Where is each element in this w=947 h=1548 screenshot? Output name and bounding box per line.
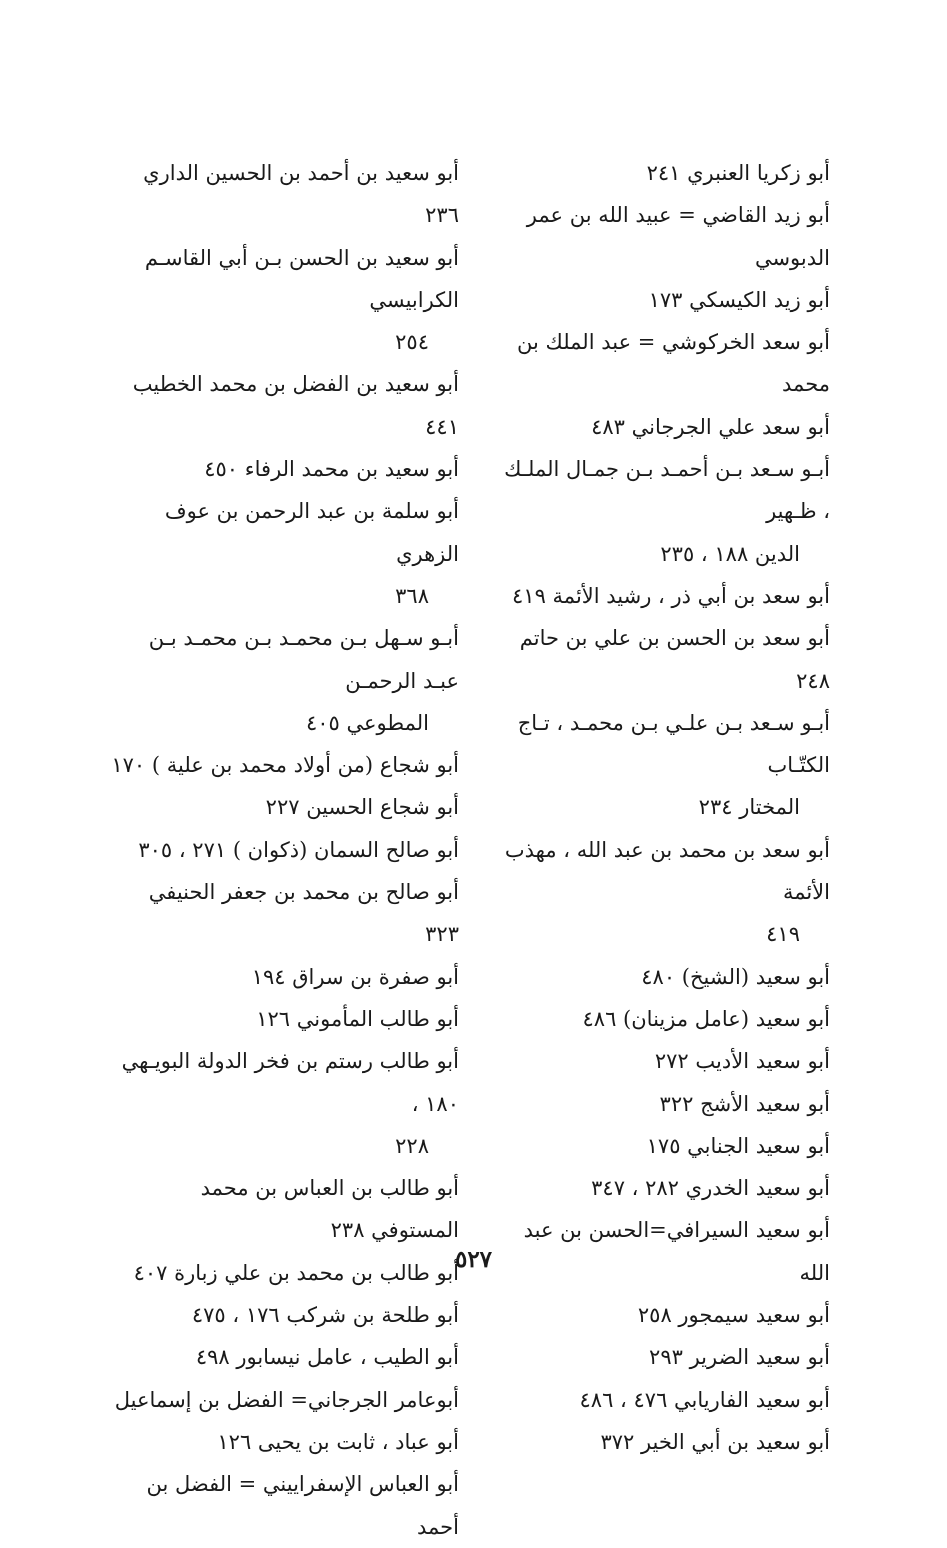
index-entry-text: أبو زكريا العنبري ٢٤١ bbox=[646, 161, 830, 185]
index-entry-text: أبو سعيد السيرافي=الحسن بن عبد الله bbox=[523, 1218, 830, 1285]
index-entry-text: أبو الطيب ، عامل نيسابور ٤٩٨ bbox=[195, 1345, 459, 1370]
index-entry-text: أبو سعيد (عامل مزينان) ٤٨٦ bbox=[582, 1006, 830, 1031]
index-entry bbox=[495, 152, 830, 194]
index-entry-text: أبـو سـعد بـن علـي بـن محمـد ، تـاج الكتّـاب bbox=[517, 710, 830, 778]
index-entry-text: أبو سعيد بن الفضل بن محمد الخطيب ٤٤١ bbox=[132, 372, 459, 439]
index-entry-text: أبوعامر الجرجاني= الفضل بن إسماعيل bbox=[114, 1387, 459, 1412]
index-entry bbox=[109, 448, 459, 490]
index-entry-text: أبو سعيد الأشج ٣٢٢ bbox=[659, 1091, 830, 1116]
index-entry-text: أبو سعيد بن أحمد بن الحسين الداري ٢٣٦ bbox=[143, 161, 459, 228]
index-entry-continuation: ٢٢٨ bbox=[395, 1133, 429, 1158]
index-entry-text: أبو صالح بن محمد بن جعفر الحنيفي ٣٢٣ bbox=[148, 880, 459, 947]
index-entry bbox=[495, 1336, 830, 1378]
index-entry-text: أبو طالب بن محمد بن علي زبارة ٤٠٧ bbox=[133, 1260, 459, 1285]
index-entry-text: أبو شجاع الحسين ٢٢٧ bbox=[265, 795, 459, 820]
index-entry-text: أبو زيد الكيسكي ١٧٣ bbox=[648, 287, 830, 312]
index-entry bbox=[109, 786, 459, 828]
index-entry bbox=[109, 490, 459, 617]
index-entry bbox=[495, 1379, 830, 1421]
index-entry-text: أبو سعيد الفاريابي ٤٧٦ ، ٤٨٦ bbox=[579, 1387, 830, 1412]
page-number: ٥٢٧ bbox=[454, 1246, 493, 1273]
index-entry bbox=[495, 194, 830, 279]
index-column-left bbox=[109, 152, 459, 1548]
index-entry-text: أبو سعيد سيمجور ٢٥٨ bbox=[637, 1303, 830, 1328]
index-entry bbox=[109, 1421, 459, 1463]
index-entry-text: أبو سعد بن الحسن بن علي بن حاتم ٢٤٨ bbox=[519, 626, 830, 693]
index-entry bbox=[109, 1463, 459, 1548]
index-entry-text: أبو سعيد الجنابي ١٧٥ bbox=[646, 1133, 830, 1158]
index-entry-text: أبو طالب رستم بن فخر الدولة البويـهي ١٨٠ ، bbox=[121, 1049, 459, 1116]
index-entry bbox=[495, 702, 830, 829]
index-entry bbox=[495, 1040, 830, 1082]
index-entry bbox=[109, 871, 459, 956]
index-entry-text: أبو صفرة بن سراق ١٩٤ bbox=[251, 964, 459, 989]
index-entry-text: أبو سعيد الخدري ٢٨٢ ، ٣٤٧ bbox=[591, 1176, 830, 1201]
index-entry bbox=[495, 617, 830, 702]
index-entry-text: أبو سعد الخركوشي = عبد الملك بن محمد bbox=[517, 330, 830, 397]
index-entry bbox=[495, 829, 830, 956]
index-entry-text: أبو سعيد الأديب ٢٧٢ bbox=[654, 1049, 830, 1074]
index-entry bbox=[495, 1125, 830, 1167]
index-entry bbox=[109, 1040, 459, 1167]
index-entry bbox=[109, 998, 459, 1040]
index-entry-continuation: المختار ٢٣٤ bbox=[698, 795, 800, 820]
index-entry bbox=[109, 363, 459, 448]
index-entry-text: أبو سعيد بن أبي الخير ٣٧٢ bbox=[600, 1429, 830, 1454]
index-entry-text: أبو عباد ، ثابت بن يحيى ١٢٦ bbox=[217, 1429, 459, 1454]
index-entry bbox=[495, 321, 830, 406]
index-entry-continuation: ٤١٩ bbox=[766, 922, 800, 947]
index-entry-text: أبو سعيد (الشيخ) ٤٨٠ bbox=[641, 964, 830, 989]
index-entry-text: أبو طالب المأموني ١٢٦ bbox=[256, 1006, 459, 1031]
index-entry-text: أبو سلمة بن عبد الرحمن بن عوف الزهري bbox=[164, 499, 459, 566]
index-entry-text: أبـو سـعد بـن أحمـد بـن جمـال الملـك ، ظـهير bbox=[504, 457, 830, 524]
index-entry bbox=[495, 956, 830, 998]
index-entry bbox=[495, 279, 830, 321]
index-entry-text: أبو طلحة بن شركب ١٧٦ ، ٤٧٥ bbox=[191, 1303, 459, 1328]
index-entry bbox=[109, 1167, 459, 1252]
index-entry bbox=[495, 575, 830, 617]
index-entry-text: أبو زيد القاضي = عبيد الله بن عمر الدبوسي bbox=[526, 203, 830, 270]
index-entry-text: أبو طالب بن العباس بن محمد المستوفي ٢٣٨ bbox=[200, 1176, 459, 1243]
index-entry-continuation: ٣٦٨ bbox=[395, 583, 429, 608]
index-entry-text: أبو سعد علي الجرجاني ٤٨٣ bbox=[591, 414, 830, 439]
index-entry-text: أبو سعد بن أبي ذر ، رشيد الأئمة ٤١٩ bbox=[512, 583, 830, 608]
index-entry-text: أبو سعيد بن محمد الرفاء ٤٥٠ bbox=[204, 457, 459, 482]
index-entry-continuation: الدين ١٨٨ ، ٢٣٥ bbox=[660, 541, 800, 566]
index-entry-text: أبو سعد بن محمد بن عبد الله ، مهذب الأئمة bbox=[504, 837, 830, 905]
index-entry bbox=[495, 1167, 830, 1209]
index-entry-text: أبو شجاع (من أولاد محمد بن علية ) ١٧٠ bbox=[111, 753, 459, 778]
index-entry bbox=[495, 1294, 830, 1336]
index-entry bbox=[109, 1379, 459, 1421]
index-entry-text: أبو العباس الإسفراييني = الفضل بن أحمد bbox=[146, 1472, 459, 1539]
index-entry bbox=[109, 1336, 459, 1378]
index-entry bbox=[495, 1083, 830, 1125]
index-entry bbox=[109, 829, 459, 871]
index-entry bbox=[495, 406, 830, 448]
index-entry bbox=[495, 998, 830, 1040]
index-entry-continuation: المطوعي ٤٠٥ bbox=[305, 710, 429, 735]
index-entry bbox=[109, 237, 459, 364]
index-entry bbox=[495, 1421, 830, 1463]
index-entry-text: أبـو سـهل بـن محمـد بـن محمـد بـن عبـد الرحمـن bbox=[148, 626, 459, 693]
index-entry-text: أبو سعيد بن الحسن بـن أبي القاسـم الكرابيسي bbox=[144, 245, 459, 312]
index-entry-continuation: ٢٥٤ bbox=[395, 330, 429, 355]
index-entry bbox=[495, 448, 830, 575]
index-entry bbox=[109, 956, 459, 998]
index-entry bbox=[109, 152, 459, 237]
index-entry-text: أبو سعيد الضرير ٢٩٣ bbox=[649, 1345, 830, 1370]
index-entry-text: أبو صالح السمان (ذكوان ) ٢٧١ ، ٣٠٥ bbox=[138, 837, 459, 862]
index-entry bbox=[109, 617, 459, 744]
index-entry bbox=[109, 1294, 459, 1336]
index-entry bbox=[109, 744, 459, 786]
